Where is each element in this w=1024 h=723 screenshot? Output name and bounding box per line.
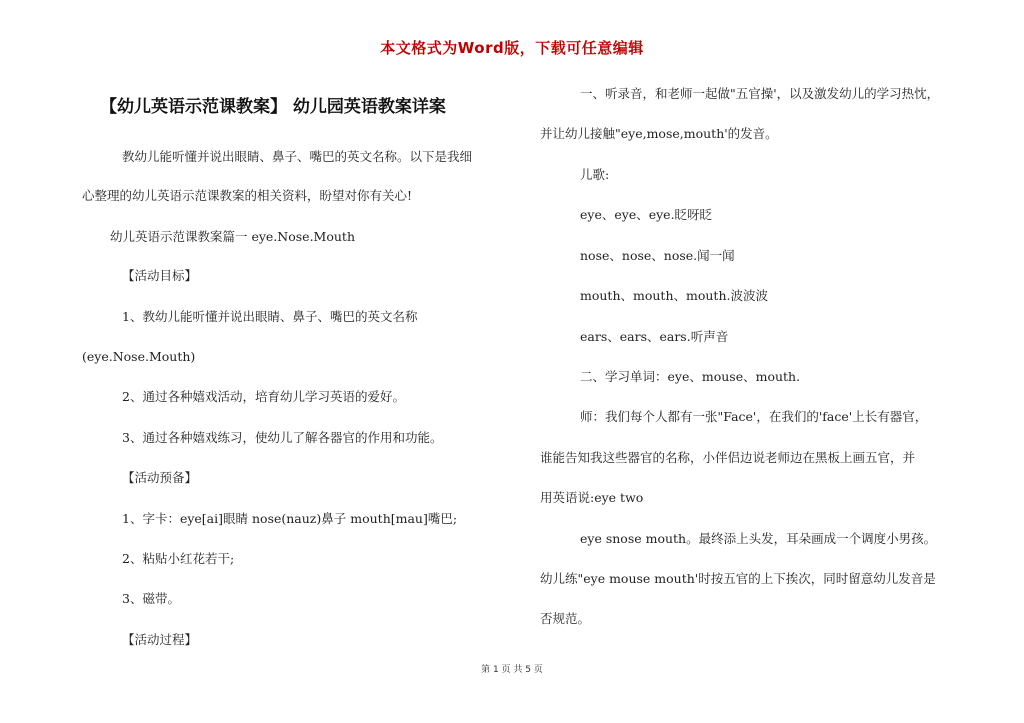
paragraph: eye、eye、eye.眨呀眨 xyxy=(580,207,713,222)
word-format-banner: 本文格式为Word版，下载可任意编辑 xyxy=(380,39,644,57)
paragraph: 师：我们每个人都有一张"Face'，在我们的'face'上长有器官， xyxy=(580,409,928,424)
paragraph: 一、听录音，和老师一起做"五官操'，以及激发幼儿的学习热忱， xyxy=(580,86,940,101)
paragraph: 儿歌: xyxy=(580,167,610,182)
paragraph: 【活动过程】 xyxy=(122,632,198,647)
page-number: 第 1 页 共 5 页 xyxy=(481,665,543,675)
paragraph: nose、nose、nose.闻一闻 xyxy=(580,248,735,263)
paragraph: eye snose mouth。最终添上头发，耳朵画成一个调度小男孩。 xyxy=(580,531,937,546)
paragraph: ears、ears、ears.听声音 xyxy=(580,329,729,344)
section-heading: 幼儿英语示范课教案篇一 eye.Nose.Mouth xyxy=(110,229,356,244)
paragraph: 二、学习单词：eye、mouse、mouth. xyxy=(580,369,801,384)
paragraph: 1、字卡：eye[ai]眼睛 nose(nauz)鼻子 mouth[mau]嘴巴; xyxy=(122,511,458,526)
document-title: 【幼儿英语示范课教案】 幼儿园英语教案详案 xyxy=(100,97,446,117)
paragraph: 心整理的幼儿英语示范课教案的相关资料，盼望对你有关心! xyxy=(82,188,413,203)
paragraph: 3、磁带。 xyxy=(122,591,180,606)
paragraph: 【活动预备】 xyxy=(122,470,198,485)
paragraph: 3、通过各种嬉戏练习，使幼儿了解各器官的作用和功能。 xyxy=(122,430,443,445)
paragraph: 2、粘贴小红花若干; xyxy=(122,551,235,566)
paragraph: 教幼儿能听懂并说出眼睛、鼻子、嘴巴的英文名称。以下是我细 xyxy=(122,149,473,164)
paragraph: 否规范。 xyxy=(540,611,591,626)
paragraph: (eye.Nose.Mouth) xyxy=(82,349,196,364)
paragraph: 【活动目标】 xyxy=(122,268,198,283)
paragraph: 幼儿练"eye mouse mouth'时按五官的上下挨次，同时留意幼儿发音是 xyxy=(540,571,936,586)
paragraph: 1、教幼儿能听懂并说出眼睛、鼻子、嘴巴的英文名称 xyxy=(122,309,418,324)
paragraph: mouth、mouth、mouth.波波波 xyxy=(580,288,768,303)
paragraph: 2、通过各种嬉戏活动，培育幼儿学习英语的爱好。 xyxy=(122,389,405,404)
paragraph: 用英语说:eye two xyxy=(540,490,644,505)
paragraph: 谁能告知我这些器官的名称，小伴侣边说老师边在黑板上画五官，并 xyxy=(540,450,916,465)
paragraph: 并让幼儿接触"eye,mose,mouth'的发音。 xyxy=(540,126,778,141)
